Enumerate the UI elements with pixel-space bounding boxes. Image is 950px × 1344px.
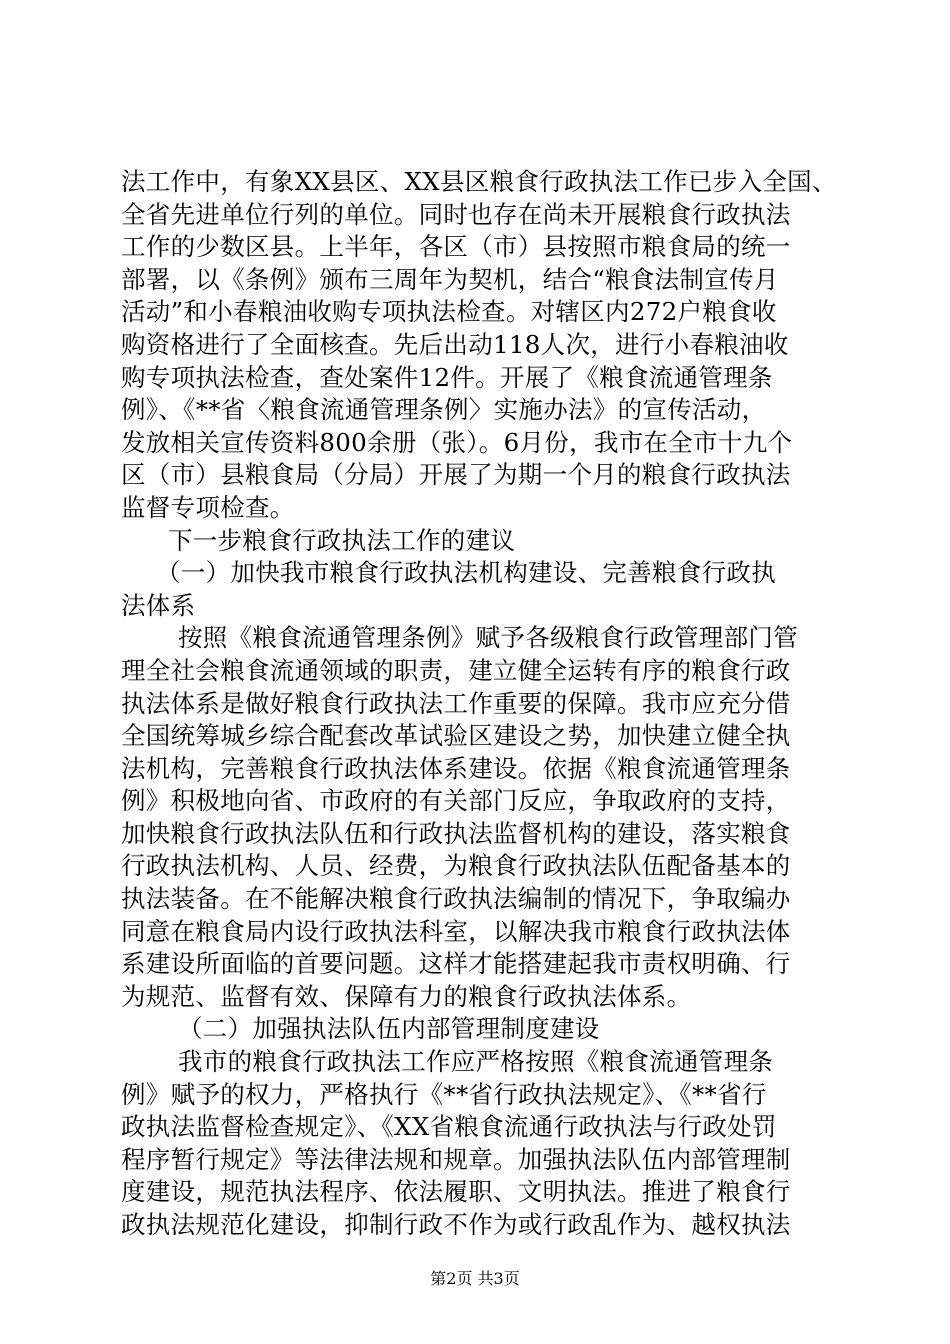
paragraph-line: 全国统筹城乡综合配套改革试验区建设之势，加快建立健全执 <box>121 721 791 751</box>
paragraph-line: 工作的少数区县。上半年，各区（市）县按照市粮食局的统一 <box>121 232 791 262</box>
paragraph-line: 监督专项检查。 <box>121 492 295 522</box>
paragraph-line: 加快粮食行政执法队伍和行政执法监督机构的建设，落实粮食 <box>121 818 791 848</box>
paragraph-line: 购专项执法检查，查处案件12件。开展了《粮食流通管理条 <box>121 362 773 392</box>
paragraph-line: 活动”和小春粮油收购专项执法检查。对辖区内272户粮食收 <box>121 297 777 327</box>
paragraph-line: 理全社会粮食流通领域的职责，建立健全运转有序的粮食行政 <box>121 655 791 685</box>
page-number-label: 第2页 共3页 <box>430 1269 520 1288</box>
section-heading: 下一步粮食行政执法工作的建议 <box>168 525 516 555</box>
paragraph-line: 例》、《**省〈粮食流通管理条例〉实施办法》的宣传活动， <box>121 395 767 425</box>
paragraph-line: 为规范、监督有效、保障有力的粮食行政执法体系。 <box>121 981 692 1011</box>
paragraph-line: 系建设所面临的首要问题。这样才能搭建起我市责权明确、行 <box>121 949 791 979</box>
document-body <box>121 166 841 1242</box>
paragraph-line: 政执法规范化建设，抑制行政不作为或行政乱作为、越权执法 <box>121 1210 791 1239</box>
paragraph-line: 全省先进单位行列的单位。同时也存在尚未开展粮食行政执法 <box>121 199 791 229</box>
paragraph-line: 购资格进行了全面核查。先后出动118人次，进行小春粮油收 <box>121 329 789 359</box>
paragraph-line: 我市的粮食行政执法工作应严格按照《粮食流通管理条 <box>178 1047 774 1077</box>
page-footer <box>0 1268 950 1290</box>
subsection-heading-continued: 法体系 <box>121 590 196 620</box>
paragraph-line: 行政执法机构、人员、经费，为粮食行政执法队伍配备基本的 <box>121 851 791 881</box>
paragraph-line: 政执法监督检查规定》、《XX省粮食流通行政执法与行政处罚 <box>121 1112 777 1142</box>
paragraph-line: 部署，以《条例》颁布三周年为契机，结合“粮食法制宣传月 <box>121 264 779 294</box>
paragraph-line: 按照《粮食流通管理条例》赋予各级粮食行政管理部门管 <box>178 623 798 653</box>
paragraph-line: 例》赋予的权力，严格执行《**省行政执法规定》、《**省行 <box>121 1079 767 1109</box>
paragraph-line: 执法装备。在不能解决粮食行政执法编制的情况下，争取编办 <box>121 884 791 914</box>
paragraph-line: 发放相关宣传资料800余册（张）。6月份，我市在全市十九个 <box>121 427 793 457</box>
paragraph-line: 法工作中，有象XX县区、XX县区粮食行政执法工作已步入全国、 <box>121 167 837 196</box>
paragraph-line: 区（市）县粮食局（分局）开展了为期一个月的粮食行政执法 <box>121 460 791 490</box>
paragraph-line: 程序暂行规定》等法律法规和规章。加强执法队伍内部管理制 <box>121 1144 791 1174</box>
subsection-heading: （一）加快我市粮食行政执法机构建设、完善粮食行政执 <box>156 558 776 588</box>
paragraph-line: 度建设，规范执法程序、依法履职、文明执法。推进了粮食行 <box>121 1177 791 1207</box>
paragraph-line: 例》积极地向省、市政府的有关部门反应，争取政府的支持， <box>121 786 791 816</box>
paragraph-line: 法机构，完善粮食行政执法体系建设。依据《粮食流通管理条 <box>121 753 791 783</box>
paragraph-line: 同意在粮食局内设行政执法科室，以解决我市粮食行政执法体 <box>121 916 791 946</box>
subsection-heading: （二）加强执法队伍内部管理制度建设 <box>178 1014 600 1044</box>
paragraph-line: 执法体系是做好粮食行政执法工作重要的保障。我市应充分借 <box>121 688 791 718</box>
